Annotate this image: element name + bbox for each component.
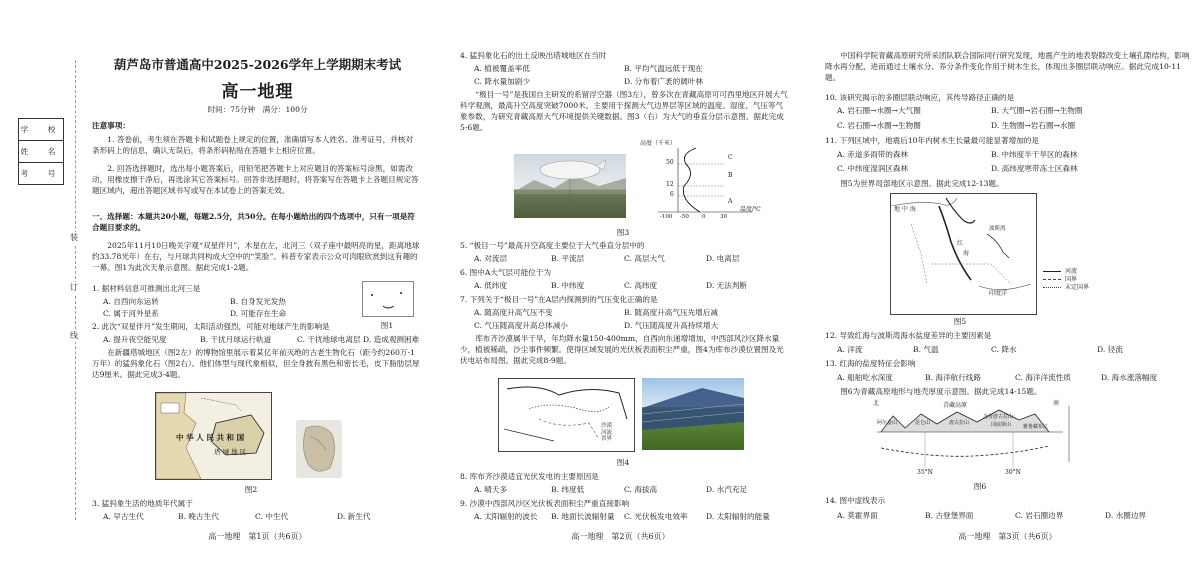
q14-option-a[interactable]: A. 莫霍界面 xyxy=(837,511,878,520)
q13-option-b[interactable]: B. 海洋航行线路 xyxy=(925,373,981,382)
figure-4-caption: 图4 xyxy=(616,458,630,467)
fig5-label-mediterranean: 地 中 海 xyxy=(894,206,916,213)
q4-option-c[interactable]: C. 降水量加剧少 xyxy=(474,77,530,86)
question-3: 3. 猛犸象生活的地质年代属于 xyxy=(92,499,193,508)
q6-option-d[interactable]: D. 无法判断 xyxy=(706,281,748,290)
figure-6-caption: 图6 xyxy=(973,482,987,491)
fig6-lat-30: 30°N xyxy=(1005,469,1021,476)
fig5-label-persian-gulf: 波斯湾 xyxy=(989,226,1006,232)
q11-option-b[interactable]: B. 中纬度半干旱区的森林 xyxy=(991,150,1078,159)
question-4: 4. 猛犸象化石的出土反映出塔城地区在当时 xyxy=(460,51,607,60)
notice-2: 2. 回答选择题时，选出每小题答案后，用铅笔把答题卡上对应题目的答案标号涂黑，如需改动，用橡皮擦干净后，再选涂其它答案标号。回答非选择题时，将答案写在答题卡上各题目规定答题区域内，超出答题区域书写或写在本试卷上的答案无效。 xyxy=(92,164,419,195)
q12-option-c[interactable]: C. 降水 xyxy=(991,345,1017,354)
fig5-legend xyxy=(1043,268,1089,292)
fig2-country-label: 中 华 人 民 共 和 国 xyxy=(176,433,245,442)
fig6-river-yarlung: 雅鲁藏布江 xyxy=(1023,424,1049,430)
binding-char-xian: 线 xyxy=(70,331,78,340)
q12-option-d[interactable]: D. 径流 xyxy=(1097,345,1123,354)
figure-3-caption: 图3 xyxy=(616,228,630,237)
fig5-legend-border: 国界 xyxy=(1043,276,1089,284)
q8-option-b[interactable]: B. 纬度低 xyxy=(551,485,585,494)
q1-option-b[interactable]: B. 自身发光发热 xyxy=(230,297,286,306)
question-1: 1. 据材料信息可推测出北河三是 xyxy=(92,284,201,293)
fig6-lat-35: 35°N xyxy=(917,469,933,476)
fig3-layer-c: C xyxy=(728,154,733,161)
intro-8-9: 库布齐沙漠属半干旱，年均降水量150-400mm，自西向东递增增加，中西部风沙区降水量少，植被稀疏，沙尘事件频繁。使得区域发展的光伏板表面积尘严重，图4为库布沙漠位置图及光伏电站布局图。据此完成8-9题。 xyxy=(460,334,784,365)
fig3-x-axis-label: 温度/℃ xyxy=(740,206,761,213)
fig3-xtick-minus50: -50 xyxy=(680,214,689,220)
q1-option-a[interactable]: A. 自西向东运转 xyxy=(103,297,159,306)
fig3-xtick-minus100: -100 xyxy=(660,214,673,220)
q12-option-a[interactable]: A. 洋流 xyxy=(837,345,863,354)
q6-option-b[interactable]: B. 中纬度 xyxy=(551,281,585,290)
q6-option-a[interactable]: A. 低纬度 xyxy=(474,281,508,290)
q12-option-b[interactable]: B. 气温 xyxy=(913,345,939,354)
fig6-label-north: 北 xyxy=(873,400,880,407)
fig5-legend-undetermined: 未定国界 xyxy=(1043,284,1089,292)
q2-option-a[interactable]: A. 提升夜空能见度 xyxy=(103,335,167,344)
fig5-label-red-1: 红 xyxy=(957,240,964,247)
intro-14-15: 图6为青藏高原地形与地壳厚度示意图。据此完成14-15题。 xyxy=(840,387,1042,396)
binding-char-zhuang: 装 xyxy=(70,233,78,242)
q8-option-d[interactable]: D. 水汽充足 xyxy=(706,485,748,494)
question-14: 14. 图中虚线表示 xyxy=(825,496,886,505)
page-1-footer: 高一地理 第1页（共6页） xyxy=(208,532,307,541)
fig6-range-gangdise: 冈底斯山 xyxy=(991,422,1012,428)
fig4-legend-river: 河流 xyxy=(601,429,613,436)
q14-option-d[interactable]: D. 水圈边界 xyxy=(1105,511,1147,520)
figure-1-sky-diagram xyxy=(362,281,414,317)
q2-option-b[interactable]: B. 干扰月球运行轨道 xyxy=(200,335,272,344)
fig6-label-plateau: 青藏高原 xyxy=(943,402,968,409)
q9-option-a[interactable]: A. 太阳辐射的波长 xyxy=(474,512,538,521)
q8-option-c[interactable]: C. 海拔高 xyxy=(624,485,658,494)
fig4-legend-border: 省界 xyxy=(601,436,613,443)
q11-option-a[interactable]: A. 赤道多雨带的森林 xyxy=(837,150,909,159)
figure-3-aerostat-photo xyxy=(514,154,626,218)
school-field[interactable]: 学 校 xyxy=(19,119,63,141)
question-8: 8. 库布齐沙漠适宜光伏发电的主要原因是 xyxy=(460,472,599,481)
figure-5-middle-east-map xyxy=(890,193,1037,315)
q7-option-c[interactable]: C. 气压随高度升高总体减小 xyxy=(474,321,568,330)
time-info: 时间：75分钟 满分：100分 xyxy=(207,105,308,114)
fig2-region-label: 塔 城 地 区 xyxy=(214,448,247,456)
question-12: 12. 导致红海与波斯湾海水盐度差异的主要因素是 xyxy=(825,331,992,340)
fig5-label-sea: 海 xyxy=(963,250,970,257)
question-6: 6. 图中A大气层可能位于为 xyxy=(460,268,552,277)
exam-page-1 xyxy=(0,0,420,572)
question-5: 5. “极目一号”最高升空高度主要位于大气垂直分层中的 xyxy=(460,241,645,250)
q9-option-c[interactable]: C. 光伏板发电效率 xyxy=(624,512,688,521)
fig3-ytick-12: 12 xyxy=(666,181,674,188)
fig3-layer-b: B xyxy=(728,172,733,179)
figure-1-caption: 图1 xyxy=(380,321,394,330)
notice-heading: 注意事项： xyxy=(92,121,130,130)
figure-5-caption: 图5 xyxy=(953,317,967,326)
q4-option-d[interactable]: D. 分布着广袤的阔叶林 xyxy=(624,77,703,86)
fig5-legend-river: 河流 xyxy=(1043,268,1089,276)
binding-char-ding: 订 xyxy=(70,283,78,292)
exam-page-2 xyxy=(448,0,793,572)
intro-3-4: 在新疆塔城地区（图2左）的博物馆里展示着某亿年前灭绝的古老生物化石（距今约260万-1万年）的猛犸象化石（图2右）。他们体型与现代象相似，但全身披有黑色和密长毛，皮下脂肪层厚达9厘米。据此完成3-4题。 xyxy=(92,348,420,379)
q5-option-d[interactable]: D. 电离层 xyxy=(706,254,740,263)
fig3-y-axis-label: 高度（千米） xyxy=(640,140,677,147)
page-2-footer: 高一地理 第2页（共6页） xyxy=(571,532,670,541)
q13-option-a[interactable]: A. 船舶吃水深度 xyxy=(837,373,893,382)
q5-option-c[interactable]: C. 高层大气 xyxy=(624,254,665,263)
q13-option-c[interactable]: C. 海洋洋流性质 xyxy=(1015,373,1071,382)
fig3-ytick-6: 6 xyxy=(670,191,674,198)
intro-1-2: 2025年11月10日晚关字观“双星伴月”，木星在左，北河三（双子座中最明亮的星，距离地球约33.78光年）在右，与月球共同构成大空中的“笑脸”。科普专家表示公众可肉眼欣赏到这有趣的一幕。图1为此次天象示意图。据此完成1-2题。 xyxy=(92,241,420,272)
q2-option-d[interactable]: D. 造成观测困难 xyxy=(363,335,420,344)
fig4-legend-desert: 沙漠 xyxy=(601,423,613,429)
question-2: 2. 此次“双星伴月”发生期间，太阳活动强烈，可能对地球产生的影响是 xyxy=(92,322,330,331)
q9-option-b[interactable]: B. 地面长波辐射量 xyxy=(551,512,615,521)
page-3-footer: 高一地理 第3页（共6页） xyxy=(958,532,1057,541)
fig6-range-nyenchen: 念青唐古拉山 xyxy=(983,414,1014,420)
fig3-ytick-50: 50 xyxy=(666,159,674,166)
q10-option-d[interactable]: D. 生物圈→岩石圈→水圈 xyxy=(991,121,1076,130)
q1-option-d[interactable]: D. 可能存在生命 xyxy=(230,309,287,318)
fig6-range-altun: 阿尔金山 xyxy=(877,420,898,426)
fig6-range-kunlun: 昆仑山 xyxy=(915,420,931,426)
intro-10-11: 中国科学院青藏高原研究所采团队联合国际同行研究发现，地震产生的地表裂隙改变土壤孔隙结构，影响降水再分配，进而通过土壤水分、养分条件变化作用于树木生长，体现出多圈层联动响应。据此完成10-11题。 xyxy=(825,51,1190,82)
question-13: 13. 红海的盐度特征会影响 xyxy=(825,359,916,368)
q3-option-c[interactable]: C. 中生代 xyxy=(255,512,289,521)
q6-option-c[interactable]: C. 高纬度 xyxy=(624,281,658,290)
q14-option-c[interactable]: C. 岩石圈边界 xyxy=(1015,511,1064,520)
intro-5-6: “极目一号”是我国自主研发的系留浮空器（图3左），曾多次在青藏高原可可西里地区开展大气科学观测，最高升空高度突破7000米。主要用于探测大气边界层等区域的温度、湿度、气压等气象参数，为研究青藏高原大气环境提供关键数据。图3（右）为大气的垂直分层示意图。据此完成5-6题。 xyxy=(460,90,788,132)
q3-option-b[interactable]: B. 晚古生代 xyxy=(178,512,219,521)
q11-option-d[interactable]: D. 高纬度寒带冻土区森林 xyxy=(991,164,1078,173)
q1-option-c[interactable]: C. 属于河外星系 xyxy=(103,309,159,318)
q7-option-a[interactable]: A. 随高度升高气压不变 xyxy=(474,308,553,317)
fig4-legend xyxy=(601,423,612,443)
q9-option-d[interactable]: D. 太阳辐射的能量 xyxy=(706,512,770,521)
fig3-layer-a: A xyxy=(728,198,733,205)
figure-4-desert-map xyxy=(498,378,635,452)
exam-number-field[interactable]: 考 号 xyxy=(20,169,62,178)
exam-page-3 xyxy=(815,0,1200,572)
name-field[interactable]: 姓 名 xyxy=(19,141,63,163)
fig3-xtick-0: 0 xyxy=(702,214,706,220)
figure-3-atmosphere-profile xyxy=(640,142,790,224)
intro-12-13: 图5为世界局部地区示意图。据此完成12-13题。 xyxy=(840,179,1004,188)
q10-option-c[interactable]: C. 岩石圈→水圈→生物圈 xyxy=(837,121,921,130)
q14-option-b[interactable]: B. 古登堡界面 xyxy=(925,511,974,520)
fig6-label-south: 南 xyxy=(1053,400,1060,407)
section-heading: 一、选择题：本题共20小题，每题2.5分，共50分。在每小题给出的四个选项中，只有一项是符合题目要求的。 xyxy=(92,212,415,232)
figure-2-map xyxy=(155,392,272,480)
q4-option-b[interactable]: B. 平均气温远低于现在 xyxy=(624,64,703,73)
fig3-xtick-30: 30 xyxy=(720,214,727,220)
q10-option-b[interactable]: B. 大气圈→岩石圈→生物圈 xyxy=(991,106,1083,115)
subject-title: 高一地理 xyxy=(221,82,294,102)
q8-option-a[interactable]: A. 晴天多 xyxy=(474,485,508,494)
fig6-range-tanggula: 唐古拉山 xyxy=(949,420,970,426)
q3-option-a[interactable]: A. 早古生代 xyxy=(103,512,144,521)
question-10: 10. 该研究揭示的多圈层联动响应，其传导路径正确的是 xyxy=(825,93,1015,102)
notice-1: 1. 答卷前，考生须在答题卡和试题卷上规定的位置，准确填写本人姓名、准考证号，并核对条形码上的信息，确认无误后，将条形码粘贴在答题卡上相应位置。 xyxy=(92,135,413,155)
exam-title: 葫芦岛市普通高中2025-2026学年上学期期末考试 xyxy=(113,57,402,72)
q11-option-c[interactable]: C. 中纬度湿润区森林 xyxy=(837,164,909,173)
figure-6-plateau-profile xyxy=(873,402,1093,478)
figure-2-caption: 图2 xyxy=(244,485,258,494)
q5-option-b[interactable]: B. 平流层 xyxy=(551,254,585,263)
q4-option-a[interactable]: A. 植被覆盖率低 xyxy=(474,64,530,73)
question-7: 7. 下列关于“极目一号”在A层内探测到的气压变化正确的是 xyxy=(460,295,658,304)
q7-option-d[interactable]: D. 气压随高度升高持续增大 xyxy=(624,321,719,330)
q2-option-c[interactable]: C. 干扰地球电离层 xyxy=(297,335,361,344)
student-info-box xyxy=(18,118,64,185)
q13-option-d[interactable]: D. 海水涨落幅度 xyxy=(1101,373,1158,382)
q5-option-a[interactable]: A. 对流层 xyxy=(474,254,508,263)
q7-option-b[interactable]: B. 随高度升高气压先增后减 xyxy=(624,308,718,317)
q10-option-a[interactable]: A. 岩石圈→水圈→大气圈 xyxy=(837,106,921,115)
figure-2-fossil-photo xyxy=(296,420,342,478)
question-11: 11. 下列区域中，地震后10年内树木生长量最可能显著增加的是 xyxy=(825,136,1039,145)
fig5-label-indian-ocean: 印度洋 xyxy=(989,290,1008,297)
figure-4-solar-photo xyxy=(642,378,744,450)
q3-option-d[interactable]: D. 新生代 xyxy=(337,512,371,521)
question-9: 9. 沙漠中西部风沙区光伏板表面积尘严重直接影响 xyxy=(460,499,630,508)
